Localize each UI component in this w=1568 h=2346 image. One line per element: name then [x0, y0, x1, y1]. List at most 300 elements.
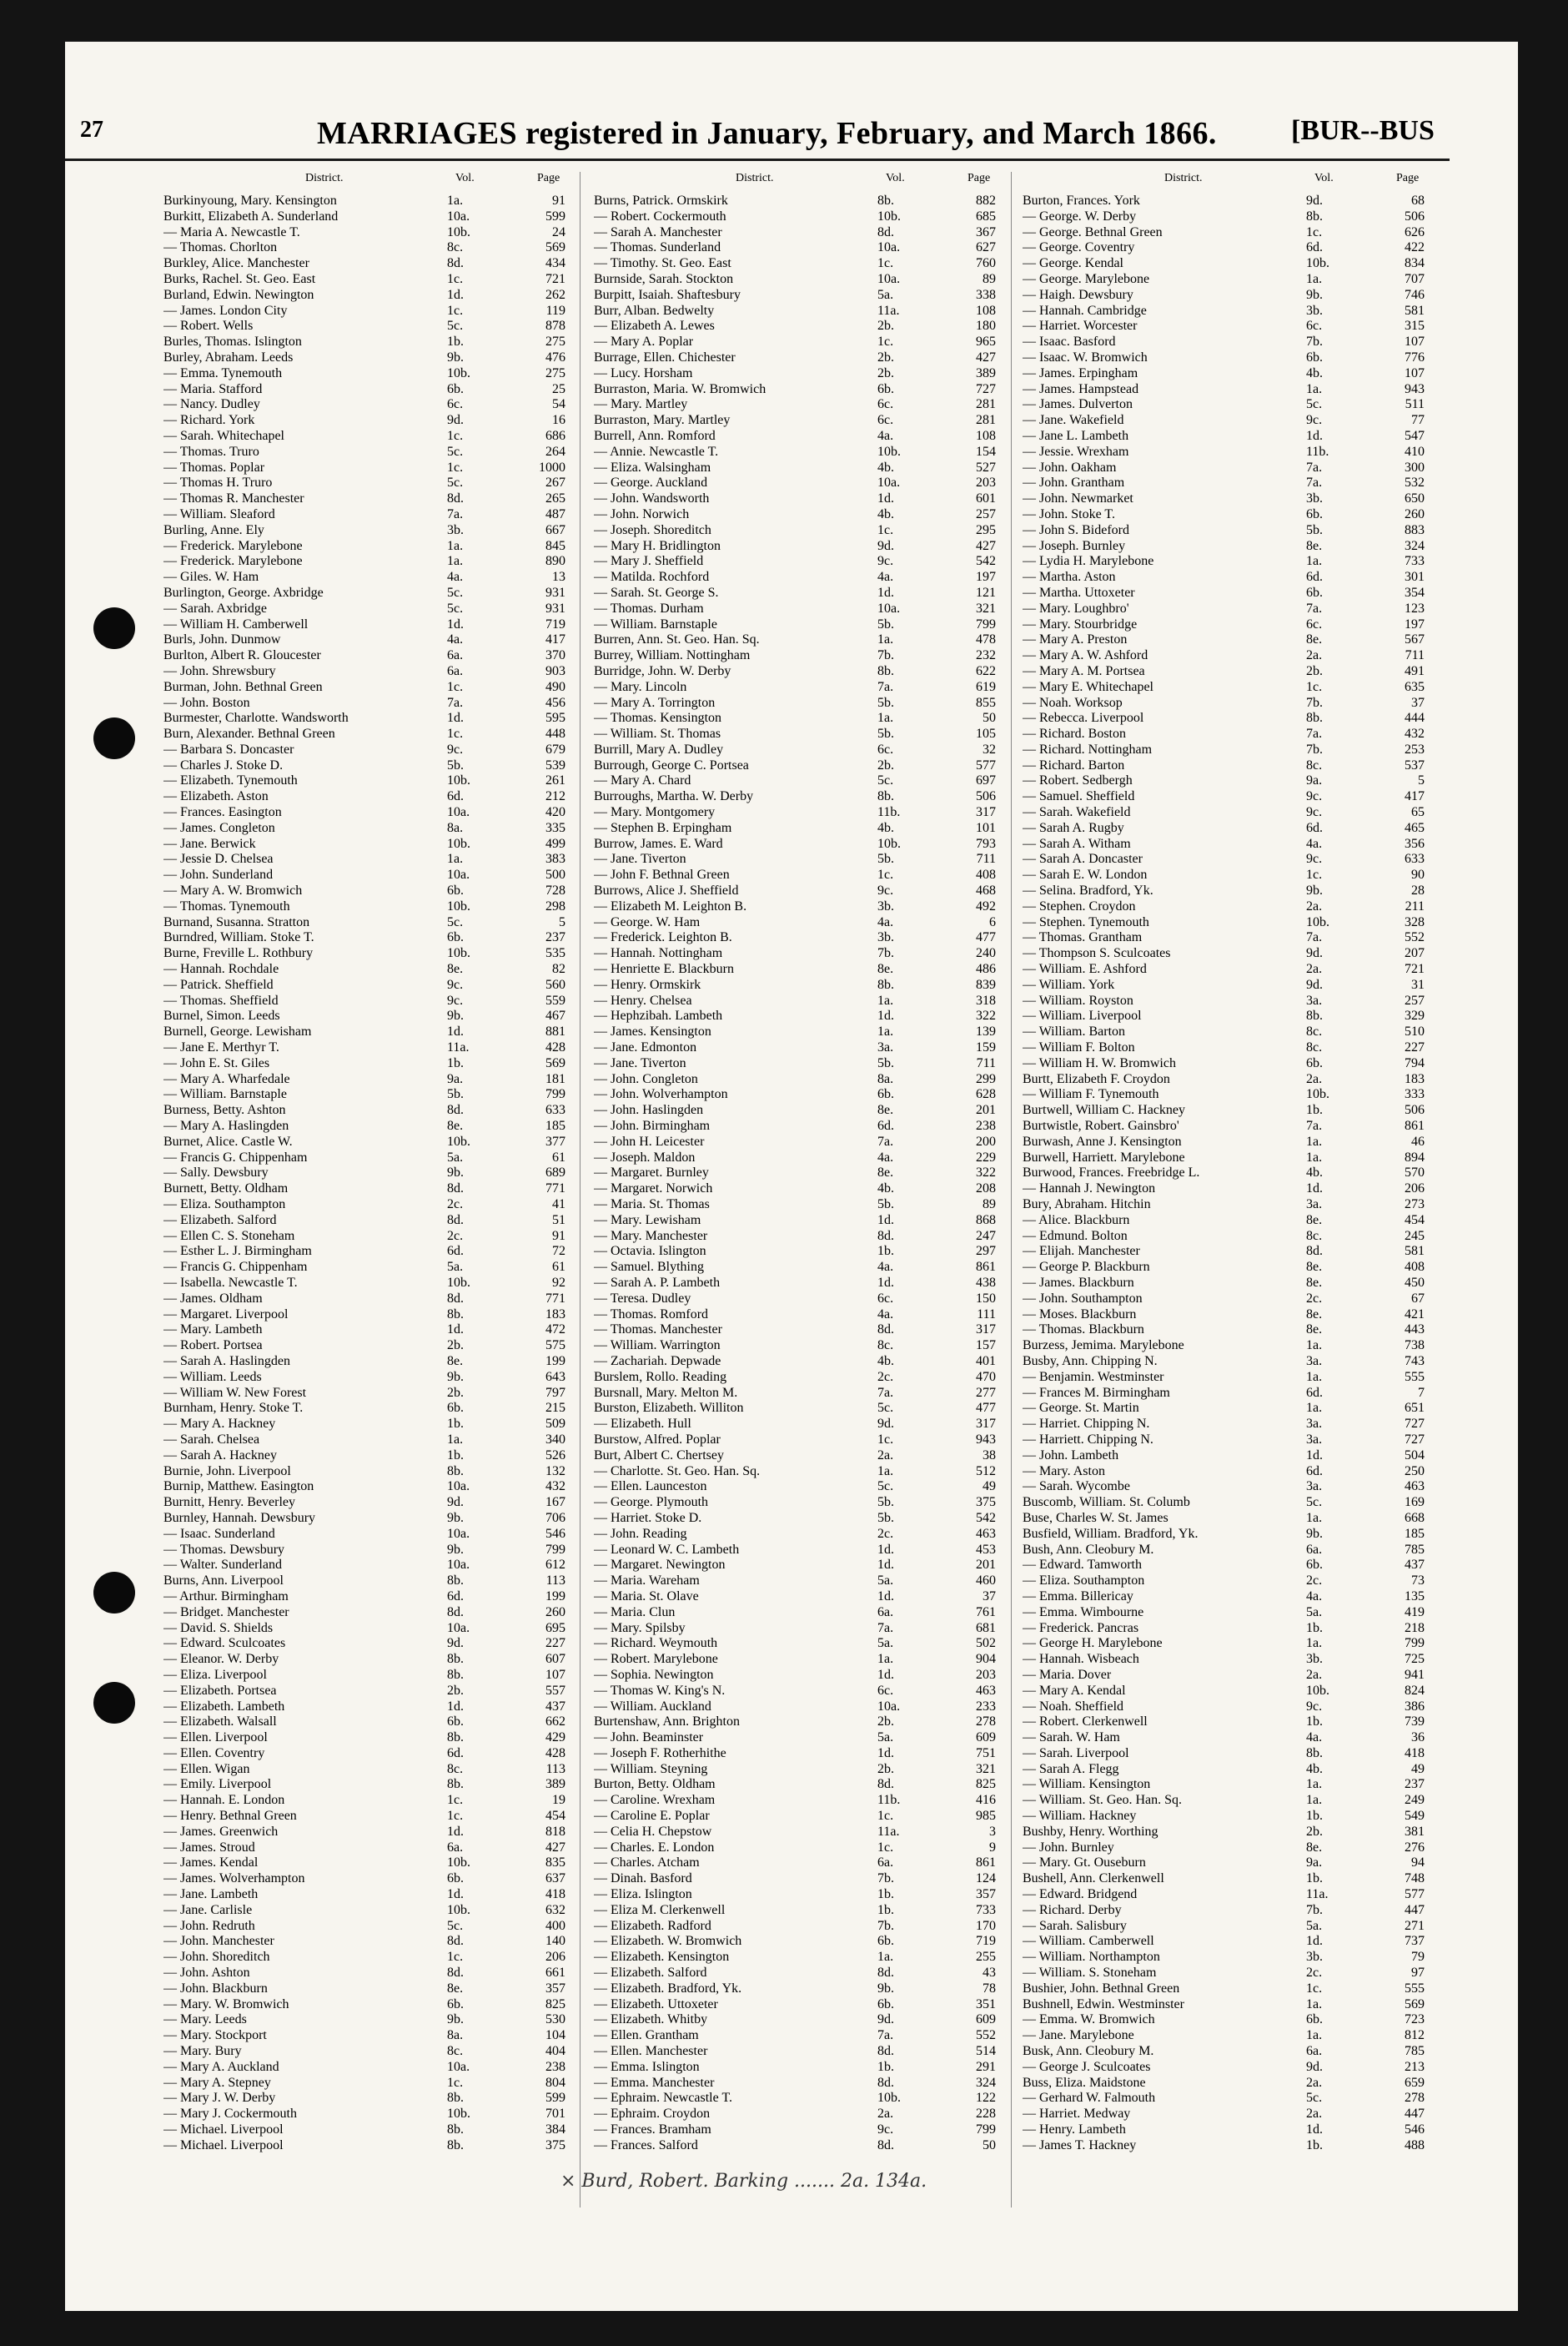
entry-name: — John. Oakham	[1023, 460, 1117, 475]
entry-row	[1023, 1950, 1440, 1966]
entry-page: 931	[545, 585, 565, 600]
entry-row	[163, 1699, 580, 1715]
entry-name: — Alice. Blackburn	[1023, 1212, 1130, 1227]
entry-name: — Thomas R. Manchester	[163, 491, 304, 506]
entry-vol: 1a.	[447, 1432, 464, 1447]
entry-name: Burslem, Rollo. Reading	[594, 1369, 727, 1384]
entry-name: — John. Grantham	[1023, 476, 1125, 491]
entry-page: 711	[976, 1055, 996, 1070]
entry-page: 612	[545, 1558, 565, 1573]
entry-vol: 5c.	[877, 1401, 894, 1416]
entry-page: 418	[1405, 1745, 1425, 1760]
entry-name: — George H. Marylebone	[1023, 1636, 1163, 1651]
entry-vol: 5b.	[877, 1510, 894, 1525]
entry-row	[594, 727, 1011, 743]
entry-page: 89	[983, 1197, 996, 1211]
entry-vol: 10a.	[447, 1526, 470, 1541]
entry-name: — William. Barnstaple	[594, 617, 717, 632]
entry-vol: 1d.	[1306, 1181, 1323, 1196]
entry-name: Burrage, Ellen. Chichester	[594, 350, 736, 365]
entry-page: 878	[545, 319, 565, 334]
entry-vol: 6a.	[1306, 1542, 1323, 1557]
entry-page: 77	[1411, 413, 1425, 428]
entry-page: 183	[1405, 1071, 1425, 1086]
entry-row	[163, 2044, 580, 2060]
entry-vol: 2b.	[877, 319, 894, 334]
entry-name: Burnel, Simon. Leeds	[163, 1009, 280, 1024]
entry-name: Bushell, Ann. Clerkenwell	[1023, 1871, 1164, 1886]
entry-name: — Hannah. Wisbeach	[1023, 1652, 1139, 1667]
entry-name: — Harriett. Chipping N.	[1023, 1432, 1153, 1447]
entry-name: Bushnell, Edwin. Westminster	[1023, 1996, 1184, 2011]
entry-row	[594, 1777, 1011, 1793]
entry-vol: 2c.	[1306, 1966, 1323, 1981]
entry-vol: 1c.	[447, 271, 464, 286]
entry-row	[163, 789, 580, 805]
entry-page: 253	[1405, 742, 1425, 757]
entry-name: — Thomas. Sheffield	[163, 993, 279, 1008]
entry-name: Burroughs, Martha. W. Derby	[594, 789, 754, 804]
entry-name: — William. St. Geo. Han. Sq.	[1023, 1793, 1183, 1808]
entry-vol: 1d.	[447, 1887, 464, 1902]
entry-name: — Elizabeth. Kensington	[594, 1950, 730, 1965]
entry-vol: 8c.	[1306, 758, 1323, 773]
entry-name: Burkitt, Elizabeth A. Sunderland	[163, 209, 339, 224]
entry-name: — Thomas. Manchester	[594, 1322, 722, 1337]
entry-page: 50	[983, 711, 996, 726]
entry-row	[1023, 429, 1440, 445]
entry-page: 298	[545, 899, 565, 914]
entry-page: 377	[545, 1134, 565, 1149]
entry-row	[1023, 209, 1440, 225]
entry-vol: 1a.	[1306, 1369, 1323, 1384]
entry-row	[594, 632, 1011, 648]
entry-name: — Hannah. Rochdale	[163, 962, 279, 977]
entry-name: Burwood, Frances. Freebridge L.	[1023, 1165, 1200, 1181]
entry-row	[594, 1966, 1011, 1981]
entry-page: 685	[976, 209, 996, 224]
entry-name: — Mary. Lambeth	[163, 1322, 263, 1337]
entry-vol: 5a.	[877, 1636, 894, 1651]
entry-page: 477	[976, 930, 996, 945]
entry-page: 488	[1405, 2137, 1425, 2152]
entry-page: 408	[976, 868, 996, 883]
entry-vol: 5a.	[877, 287, 894, 302]
entry-row	[594, 1087, 1011, 1103]
entry-row	[1023, 397, 1440, 413]
entry-name: — Timothy. St. Geo. East	[594, 256, 731, 271]
entry-name: Burston, Elizabeth. Williton	[594, 1401, 744, 1416]
entry-page: 689	[545, 1165, 565, 1181]
entry-row	[163, 602, 580, 617]
entry-name: — Mary A. Wharfedale	[163, 1071, 290, 1086]
entry-name: — Noah. Worksop	[1023, 695, 1123, 710]
entry-page: 107	[545, 1667, 565, 1682]
entry-row	[1023, 727, 1440, 743]
entry-vol: 8c.	[877, 1338, 894, 1353]
entry-page: 633	[1405, 852, 1425, 867]
entry-row	[594, 350, 1011, 366]
entry-page: 281	[976, 397, 996, 412]
entry-vol: 8d.	[877, 1966, 894, 1981]
entry-name: — William. Barton	[1023, 1024, 1126, 1040]
entry-row	[594, 1386, 1011, 1402]
entry-page: 262	[545, 287, 565, 302]
entry-row	[594, 1855, 1011, 1871]
entry-name: — Elizabeth. Radford	[594, 1918, 711, 1933]
entry-row	[1023, 837, 1440, 853]
entry-name: — Richard. Weymouth	[594, 1636, 718, 1651]
entry-page: 560	[545, 977, 565, 992]
entry-row	[163, 2076, 580, 2092]
entry-vol: 5c.	[447, 601, 464, 616]
entry-row	[594, 884, 1011, 899]
entry-name: — John. Wolverhampton	[594, 1087, 728, 1102]
entry-vol: 6b.	[447, 381, 464, 396]
entry-vol: 9b.	[877, 1981, 894, 1996]
binder-hole-4	[93, 1682, 135, 1724]
column-2-header	[594, 172, 1011, 194]
entry-page: 721	[545, 271, 565, 286]
entry-name: — Eliza M. Clerkenwell	[594, 1902, 726, 1917]
entry-page: 659	[1405, 2075, 1425, 2090]
entry-row	[1023, 680, 1440, 696]
entry-page: 490	[545, 679, 565, 694]
entry-name: — Charles J. Stoke D.	[163, 758, 284, 773]
entry-vol: 7a.	[877, 679, 894, 694]
entry-name: Busk, Ann. Cleobury M.	[1023, 2044, 1154, 2059]
entry-row	[594, 1793, 1011, 1809]
entry-row	[1023, 1668, 1440, 1684]
entry-page: 199	[545, 1353, 565, 1368]
entry-page: 785	[1405, 2044, 1425, 2059]
entry-vol: 4a.	[1306, 1588, 1323, 1603]
entry-row	[594, 570, 1011, 586]
entry-vol: 1a.	[1306, 1777, 1323, 1792]
entry-row	[1023, 852, 1440, 868]
entry-page: 123	[1405, 601, 1425, 616]
entry-name: — Thomas. Grantham	[1023, 930, 1143, 945]
entry-page: 537	[1405, 758, 1425, 773]
entry-page: 28	[1411, 884, 1425, 899]
entry-name: — Selina. Bradford, Yk.	[1023, 884, 1153, 899]
entry-name: — Thomas. Romford	[594, 1306, 709, 1322]
binder-hole-1	[93, 607, 135, 649]
entry-row	[1023, 2012, 1440, 2028]
entry-vol: 7b.	[1306, 335, 1323, 350]
entry-name: — Elizabeth M. Leighton B.	[594, 899, 747, 914]
entry-vol: 1c.	[877, 522, 894, 537]
entry-page: 416	[976, 1793, 996, 1808]
entry-row	[594, 1417, 1011, 1432]
entry-vol: 7b.	[1306, 1902, 1323, 1917]
entry-row	[163, 586, 580, 602]
entry-name: — William. E. Ashford	[1023, 962, 1147, 977]
entry-page: 277	[976, 1385, 996, 1400]
entry-name: — Eliza. Southampton	[1023, 1573, 1145, 1588]
entry-page: 257	[1405, 993, 1425, 1008]
entry-vol: 1a.	[1306, 2028, 1323, 2043]
entry-vol: 5c.	[447, 476, 464, 491]
entry-vol: 6a.	[1306, 2044, 1323, 2059]
entry-row	[163, 1684, 580, 1699]
entry-name: — Samuel. Sheffield	[1023, 789, 1135, 804]
entry-row	[163, 570, 580, 586]
entry-name: — Mary A. W. Ashford	[1023, 648, 1148, 663]
entry-page: 107	[1405, 365, 1425, 380]
entry-page: 799	[545, 1087, 565, 1102]
entry-vol: 10b.	[447, 899, 470, 914]
entry-row	[163, 1558, 580, 1573]
entry-name: — Caroline E. Poplar	[594, 1809, 710, 1824]
entry-vol: 9a.	[1306, 1855, 1323, 1870]
entry-name: Buse, Charles W. St. James	[1023, 1510, 1168, 1525]
entry-vol: 4a.	[877, 570, 894, 585]
entry-vol: 10b.	[447, 224, 470, 239]
entry-vol: 1d.	[447, 1024, 464, 1040]
entry-name: — John. Newmarket	[1023, 491, 1133, 506]
entry-row	[594, 554, 1011, 570]
entry-name: Buscomb, William. St. Columb	[1023, 1495, 1190, 1510]
entry-name: — Joseph. Shoreditch	[594, 522, 711, 537]
entry-name: — Ellen. Grantham	[594, 2028, 699, 2043]
entry-row	[163, 350, 580, 366]
entry-name: — James. Erpingham	[1023, 365, 1138, 380]
entry-vol: 11a.	[877, 1824, 900, 1839]
column-3-rows	[1023, 194, 1440, 2154]
entry-vol: 5c.	[447, 585, 464, 600]
entry-name: — Ellen. Launceston	[594, 1479, 707, 1494]
entry-vol: 7b.	[1306, 695, 1323, 710]
entry-vol: 9d.	[447, 413, 464, 428]
entry-row	[1023, 2044, 1440, 2060]
entry-page: 447	[1405, 2107, 1425, 2122]
entry-name: — Elizabeth. Lambeth	[163, 1699, 285, 1714]
entry-name: — Henry. Bethnal Green	[163, 1809, 297, 1824]
entry-vol: 10b.	[1306, 914, 1329, 929]
entry-row	[1023, 1887, 1440, 1903]
entry-vol: 1c.	[877, 868, 894, 883]
entry-page: 794	[1405, 1055, 1425, 1070]
entry-vol: 1a.	[877, 632, 894, 647]
entry-row	[163, 2060, 580, 2076]
binder-hole-3	[93, 1572, 135, 1614]
entry-page: 229	[976, 1150, 996, 1165]
entry-row	[163, 304, 580, 320]
entry-name: — George. Marylebone	[1023, 271, 1150, 286]
page-number: 27	[80, 117, 103, 143]
entry-row	[1023, 1479, 1440, 1495]
entry-vol: 1a.	[1306, 381, 1323, 396]
entry-row	[594, 2060, 1011, 2076]
entry-vol: 5a.	[877, 1730, 894, 1745]
entry-vol: 9d.	[447, 1636, 464, 1651]
entry-name: — William. Barnstaple	[163, 1087, 287, 1102]
entry-name: — Sarah A. Doncaster	[1023, 852, 1143, 867]
entry-page: 238	[976, 1119, 996, 1134]
entry-row	[1023, 1981, 1440, 1997]
entry-name: Burrell, Ann. Romford	[594, 428, 716, 443]
entry-page: 626	[1405, 224, 1425, 239]
entry-page: 119	[545, 303, 565, 318]
entry-row	[594, 805, 1011, 821]
entry-vol: 6a.	[877, 1855, 894, 1870]
entry-vol: 5b.	[877, 617, 894, 632]
entry-page: 463	[976, 1683, 996, 1698]
entry-page: 427	[976, 538, 996, 553]
entry-page: 278	[976, 1714, 996, 1729]
entry-name: — Joseph. Maldon	[594, 1150, 696, 1165]
entry-page: 965	[976, 335, 996, 350]
entry-row	[1023, 1432, 1440, 1448]
entry-row	[594, 1276, 1011, 1291]
entry-vol: 6d.	[447, 1244, 464, 1259]
entry-row	[594, 821, 1011, 837]
entry-page: 169	[1405, 1495, 1425, 1510]
entry-page: 894	[1405, 1150, 1425, 1165]
entry-vol: 6b.	[877, 1087, 894, 1102]
entry-page: 509	[545, 1417, 565, 1432]
entry-page: 686	[545, 428, 565, 443]
column-1-header	[163, 172, 580, 194]
entry-name: — John. Haslingden	[594, 1103, 704, 1118]
entry-name: — Hannah. Cambridge	[1023, 303, 1147, 318]
entry-name: — Mary J. W. Derby	[163, 2091, 276, 2106]
entry-page: 733	[976, 1902, 996, 1917]
entry-vol: 6b.	[447, 1714, 464, 1729]
entry-vol: 8b.	[447, 1306, 464, 1322]
entry-name: — Thomas. Poplar	[163, 460, 265, 475]
entry-row	[163, 1950, 580, 1966]
entry-row	[163, 2138, 580, 2154]
entry-vol: 10a.	[447, 868, 470, 883]
entry-row	[163, 664, 580, 680]
entry-vol: 7b.	[877, 648, 894, 663]
entry-row	[163, 1543, 580, 1558]
entry-name: — Jane. Carlisle	[163, 1902, 253, 1917]
entry-vol: 10a.	[447, 209, 470, 224]
entry-name: Burlington, George. Axbridge	[163, 585, 324, 600]
entry-vol: 8e.	[447, 1119, 464, 1134]
entry-name: — William. Hackney	[1023, 1809, 1137, 1824]
entry-row	[594, 1448, 1011, 1464]
entry-vol: 2b.	[877, 1714, 894, 1729]
entry-name: — Thomas. Durham	[594, 601, 704, 616]
district-header: District.	[1164, 172, 1203, 184]
entry-vol: 1a.	[877, 1652, 894, 1667]
entry-page: 417	[1405, 789, 1425, 804]
entry-page: 206	[1405, 1181, 1425, 1196]
entry-vol: 8d.	[877, 1228, 894, 1243]
entry-row	[1023, 1636, 1440, 1652]
entry-vol: 3a.	[1306, 1479, 1323, 1494]
entry-page: 477	[976, 1401, 996, 1416]
entry-page: 478	[976, 632, 996, 647]
entry-row	[163, 1919, 580, 1935]
entry-page: 651	[1405, 1401, 1425, 1416]
entry-name: — Gerhard W. Falmouth	[1023, 2091, 1156, 2106]
entry-row	[594, 773, 1011, 789]
entry-row	[594, 1464, 1011, 1480]
entry-page: 61	[552, 1150, 565, 1165]
entry-vol: 5b.	[877, 1055, 894, 1070]
entry-row	[1023, 1495, 1440, 1511]
entry-name: — Samuel. Blything	[594, 1260, 704, 1275]
entry-row	[163, 413, 580, 429]
entry-vol: 1b.	[1306, 1103, 1323, 1118]
entry-vol: 10b.	[877, 444, 901, 459]
entry-name: — Mary. Loughbro'	[1023, 601, 1129, 616]
entry-row	[1023, 491, 1440, 507]
entry-vol: 1d.	[877, 1745, 894, 1760]
entry-row	[594, 2122, 1011, 2138]
entry-page: 695	[545, 1620, 565, 1635]
entry-vol: 2c.	[1306, 1573, 1323, 1588]
entry-vol: 1a.	[877, 1463, 894, 1478]
entry-page: 454	[545, 1809, 565, 1824]
entry-page: 432	[1405, 727, 1425, 742]
entry-row	[1023, 272, 1440, 288]
district-header: District.	[305, 172, 344, 184]
entry-vol: 8d.	[877, 1322, 894, 1337]
entry-name: — John. Stoke T.	[1023, 506, 1115, 521]
entry-row	[594, 476, 1011, 491]
entry-vol: 5c.	[1306, 397, 1323, 412]
entry-vol: 6b.	[447, 1871, 464, 1886]
entry-page: 799	[976, 617, 996, 632]
entry-vol: 7a.	[1306, 460, 1323, 475]
entry-row	[594, 304, 1011, 320]
entry-page: 510	[1405, 1024, 1425, 1040]
entry-row	[163, 1197, 580, 1213]
entry-row	[594, 696, 1011, 712]
entry-page: 321	[976, 1761, 996, 1776]
entry-row	[1023, 1260, 1440, 1276]
entry-vol: 8d.	[447, 1291, 464, 1306]
entry-row	[1023, 1150, 1440, 1166]
entry-vol: 10b.	[1306, 1683, 1329, 1698]
entry-row	[1023, 1040, 1440, 1056]
entry-page: 447	[1405, 1902, 1425, 1917]
entry-name: — Jessie. Wrexham	[1023, 444, 1129, 459]
entry-page: 463	[976, 1526, 996, 1541]
entry-name: — Elizabeth. Uttoxeter	[594, 1996, 718, 2011]
entry-row	[594, 507, 1011, 523]
entry-vol: 9b.	[447, 1369, 464, 1384]
entry-name: — Henry. Chelsea	[594, 993, 692, 1008]
entry-row	[1023, 994, 1440, 1009]
entry-name: — Robert. Clerkenwell	[1023, 1714, 1148, 1729]
entry-name: Burndred, William. Stoke T.	[163, 930, 314, 945]
entry-page: 743	[1405, 1353, 1425, 1368]
entry-row	[1023, 2107, 1440, 2122]
entry-page: 569	[1405, 1996, 1425, 2011]
entry-vol: 3a.	[1306, 1353, 1323, 1368]
entry-row	[594, 209, 1011, 225]
entry-vol: 1d.	[447, 287, 464, 302]
entry-name: Bury, Abraham. Hitchin	[1023, 1197, 1151, 1211]
entry-page: 511	[1405, 397, 1425, 412]
entry-row	[163, 805, 580, 821]
entry-vol: 3b.	[877, 930, 894, 945]
entry-vol: 2a.	[877, 2107, 894, 2122]
entry-name: — Mary. Martley	[594, 397, 688, 412]
entry-row	[594, 1730, 1011, 1746]
entry-page: 250	[1405, 1463, 1425, 1478]
entry-row	[1023, 539, 1440, 555]
entry-name: — Thomas. Truro	[163, 444, 259, 459]
entry-name: Burwash, Anne J. Kensington	[1023, 1134, 1182, 1149]
